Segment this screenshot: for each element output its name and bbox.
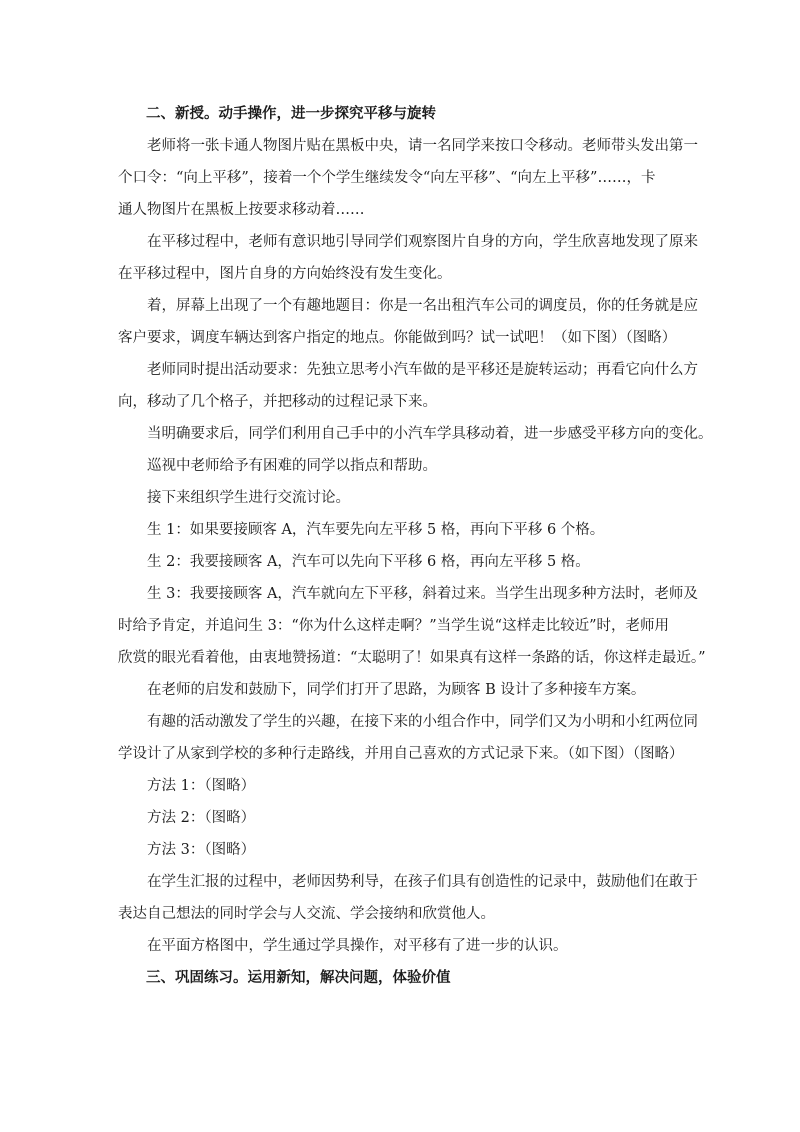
paragraph <box>118 674 690 706</box>
text-line: 在平移过程中，图片自身的方向始终没有发生变化。 <box>118 266 452 282</box>
section-heading-2: 二、新授。动手操作，进一步探究平移与旋转 <box>146 105 436 122</box>
paragraph <box>118 546 690 578</box>
text-line: 老师将一张卡通人物图片贴在黑板中央，请一名同学来按口令移动。老师带头发出第一 <box>147 138 698 154</box>
text-line: 时给予肯定，并追问生 3：“你为什么这样走啊？”当学生说“这样走比较近”时，老师用 <box>118 618 669 634</box>
text-line: 当明确要求后，同学们利用自己手中的小汽车学具移动着，进一步感受平移方向的变化。 <box>147 426 713 442</box>
text-line: 向，移动了几个格子，并把移动的过程记录下来。 <box>118 394 437 410</box>
text-line: 在平面方格图中，学生通过学具操作，对平移有了进一步的认识。 <box>147 938 568 954</box>
paragraph <box>118 482 690 514</box>
text-line: 接下来组织学生进行交流讨论。 <box>147 490 350 506</box>
text-line: 方法 2：（图略） <box>147 810 256 826</box>
paragraph <box>118 802 690 834</box>
paragraph <box>118 130 698 226</box>
paragraph <box>118 770 690 802</box>
paragraph <box>118 930 690 962</box>
text-line: 学设计了从家到学校的多种行走路线，并用自己喜欢的方式记录下来。（如下图）（图略） <box>118 746 684 762</box>
paragraph <box>118 866 698 930</box>
text-line: 在学生汇报的过程中，老师因势利导，在孩子们具有创造性的记录中，鼓励他们在敢于 <box>147 874 698 890</box>
text-line: 客户要求，调度车辆达到客户指定的地点。你能做到吗？试一试吧！（如下图）（图略） <box>118 330 677 346</box>
paragraph <box>118 578 706 674</box>
paragraph-list <box>118 130 713 962</box>
text-line: 通人物图片在黑板上按要求移动着…… <box>118 202 365 218</box>
text-line: 有趣的活动激发了学生的兴趣，在接下来的小组合作中，同学们又为小明和小红两位同 <box>147 714 698 730</box>
text-line: 欣赏的眼光看着他，由衷地赞扬道：“太聪明了！如果真有这样一条路的话，你这样走最近。” <box>118 650 706 666</box>
text-line: 老师同时提出活动要求：先独立思考小汽车做的是平移还是旋转运动；再看它向什么方 <box>147 362 698 378</box>
text-line: 在老师的启发和鼓励下，同学们打开了思路，为顾客 B 设计了多种接车方案。 <box>147 682 646 698</box>
text-line: 个口令：“向上平移”，接着一个个学生继续发令“向左平移”、“向左上平移”……，卡 <box>118 170 656 186</box>
paragraph <box>118 706 698 770</box>
section-heading-3: 三、巩固练习。运用新知，解决问题，体验价值 <box>146 969 451 986</box>
text-line: 生 3：我要接顾客 A，汽车就向左下平移，斜着过来。当学生出现多种方法时，老师及 <box>147 586 698 602</box>
text-line: 巡视中老师给予有困难的同学以指点和帮助。 <box>147 458 437 474</box>
paragraph <box>118 514 690 546</box>
text-line: 方法 3：（图略） <box>147 842 256 858</box>
text-line: 生 1：如果要接顾客 A，汽车要先向左平移 5 格，再向下平移 6 个格。 <box>147 522 605 538</box>
text-line: 方法 1：（图略） <box>147 778 256 794</box>
text-line: 在平移过程中，老师有意识地引导同学们观察图片自身的方向，学生欣喜地发现了原来 <box>147 234 698 250</box>
paragraph <box>118 290 698 354</box>
text-line: 着，屏幕上出现了一个有趣地题目：你是一名出租汽车公司的调度员，你的任务就是应 <box>147 298 698 314</box>
paragraph <box>118 450 690 482</box>
paragraph <box>118 354 698 418</box>
paragraph <box>118 226 698 290</box>
text-line: 生 2：我要接顾客 A，汽车可以先向下平移 6 格，再向左平移 5 格。 <box>147 554 590 570</box>
document-body <box>118 98 713 994</box>
text-line: 表达自己想法的同时学会与人交流、学会接纳和欣赏他人。 <box>118 906 495 922</box>
paragraph <box>118 834 690 866</box>
paragraph <box>118 418 713 450</box>
